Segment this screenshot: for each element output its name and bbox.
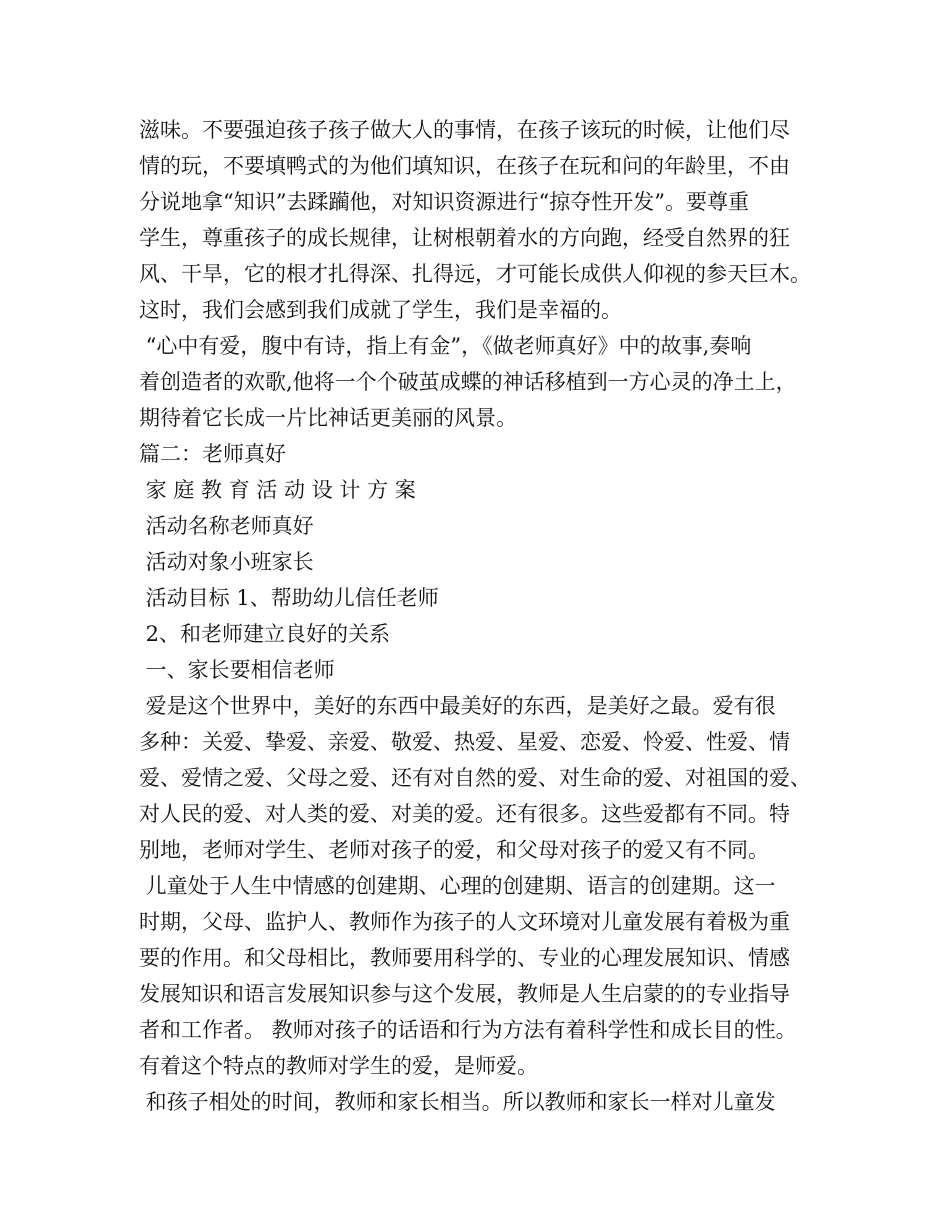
text-line: 儿童处于人生中情感的创建期、心理的创建期、语言的创建期。这一 (139, 874, 776, 898)
activity-name: 活动名称老师真好 (139, 514, 314, 538)
text-line: 爱是这个世界中，美好的东西中最美好的东西，是美好之最。爱有很 (139, 694, 776, 718)
text-line: 风、干旱，它的根才扎得深、扎得远，才可能长成供人仰视的参天巨木。 (139, 262, 811, 286)
text-line: 学生，尊重孩子的成长规律，让树根朝着水的方向跑，经受自然界的狂 (139, 226, 790, 250)
activity-goal-1: 活动目标 1、帮助幼儿信任老师 (139, 586, 439, 610)
text-line: 者和工作者。 教师对孩子的话语和行为方法有着科学性和成长目的性。 (139, 1018, 797, 1042)
text-line: 对人民的爱、对人类的爱、对美的爱。还有很多。这些爱都有不同。特 (139, 802, 790, 826)
text-line: 这时，我们会感到我们成就了学生，我们是幸福的。 (139, 298, 622, 322)
text-line: 发展知识和语言发展知识参与这个发展，教师是人生启蒙的的专业指导 (139, 982, 790, 1006)
text-line: “心中有爱，腹中有诗，指上有金”，《做老师真好》中的故事,奏响 (139, 334, 752, 358)
plan-title: 家 庭 教 育 活 动 设 计 方 案 (139, 478, 416, 502)
text-line: 滋味。不要强迫孩子孩子做大人的事情，在孩子该玩的时候，让他们尽 (139, 118, 790, 142)
text-line: 和孩子相处的时间，教师和家长相当。所以教师和家长一样对儿童发 (139, 1090, 776, 1114)
text-line: 要的作用。和父母相比，教师要用科学的、专业的心理发展知识、情感 (139, 946, 790, 970)
text-line: 时期，父母、监护人、教师作为孩子的人文环境对儿童发展有着极为重 (139, 910, 790, 934)
text-line: 着创造者的欢歌,他将一个个破茧成蝶的神话移植到一方心灵的净土上， (139, 370, 797, 394)
text-line: 期待着它长成一片比神话更美丽的风景。 (139, 406, 517, 430)
text-line: 爱、爱情之爱、父母之爱、还有对自然的爱、对生命的爱、对祖国的爱、 (139, 766, 811, 790)
activity-goal-2: 2、和老师建立良好的关系 (139, 622, 391, 646)
section-heading: 篇二：老师真好 (139, 442, 286, 466)
text-line: 分说地拿“知识”去蹂躏他，对知识资源进行“掠夺性开发”。要尊重 (139, 190, 749, 214)
text-line: 多种：关爱、挚爱、亲爱、敬爱、热爱、星爱、恋爱、怜爱、性爱、情 (139, 730, 790, 754)
text-line: 情的玩，不要填鸭式的为他们填知识，在孩子在玩和问的年龄里，不由 (139, 154, 790, 178)
activity-target: 活动对象小班家长 (139, 550, 314, 574)
text-line: 别地，老师对学生、老师对孩子的爱，和父母对孩子的爱又有不同。 (139, 838, 769, 862)
text-line: 有着这个特点的教师对学生的爱，是师爱。 (139, 1054, 538, 1078)
document-body (139, 112, 839, 1120)
subsection-heading: 一、家长要相信老师 (139, 658, 335, 682)
